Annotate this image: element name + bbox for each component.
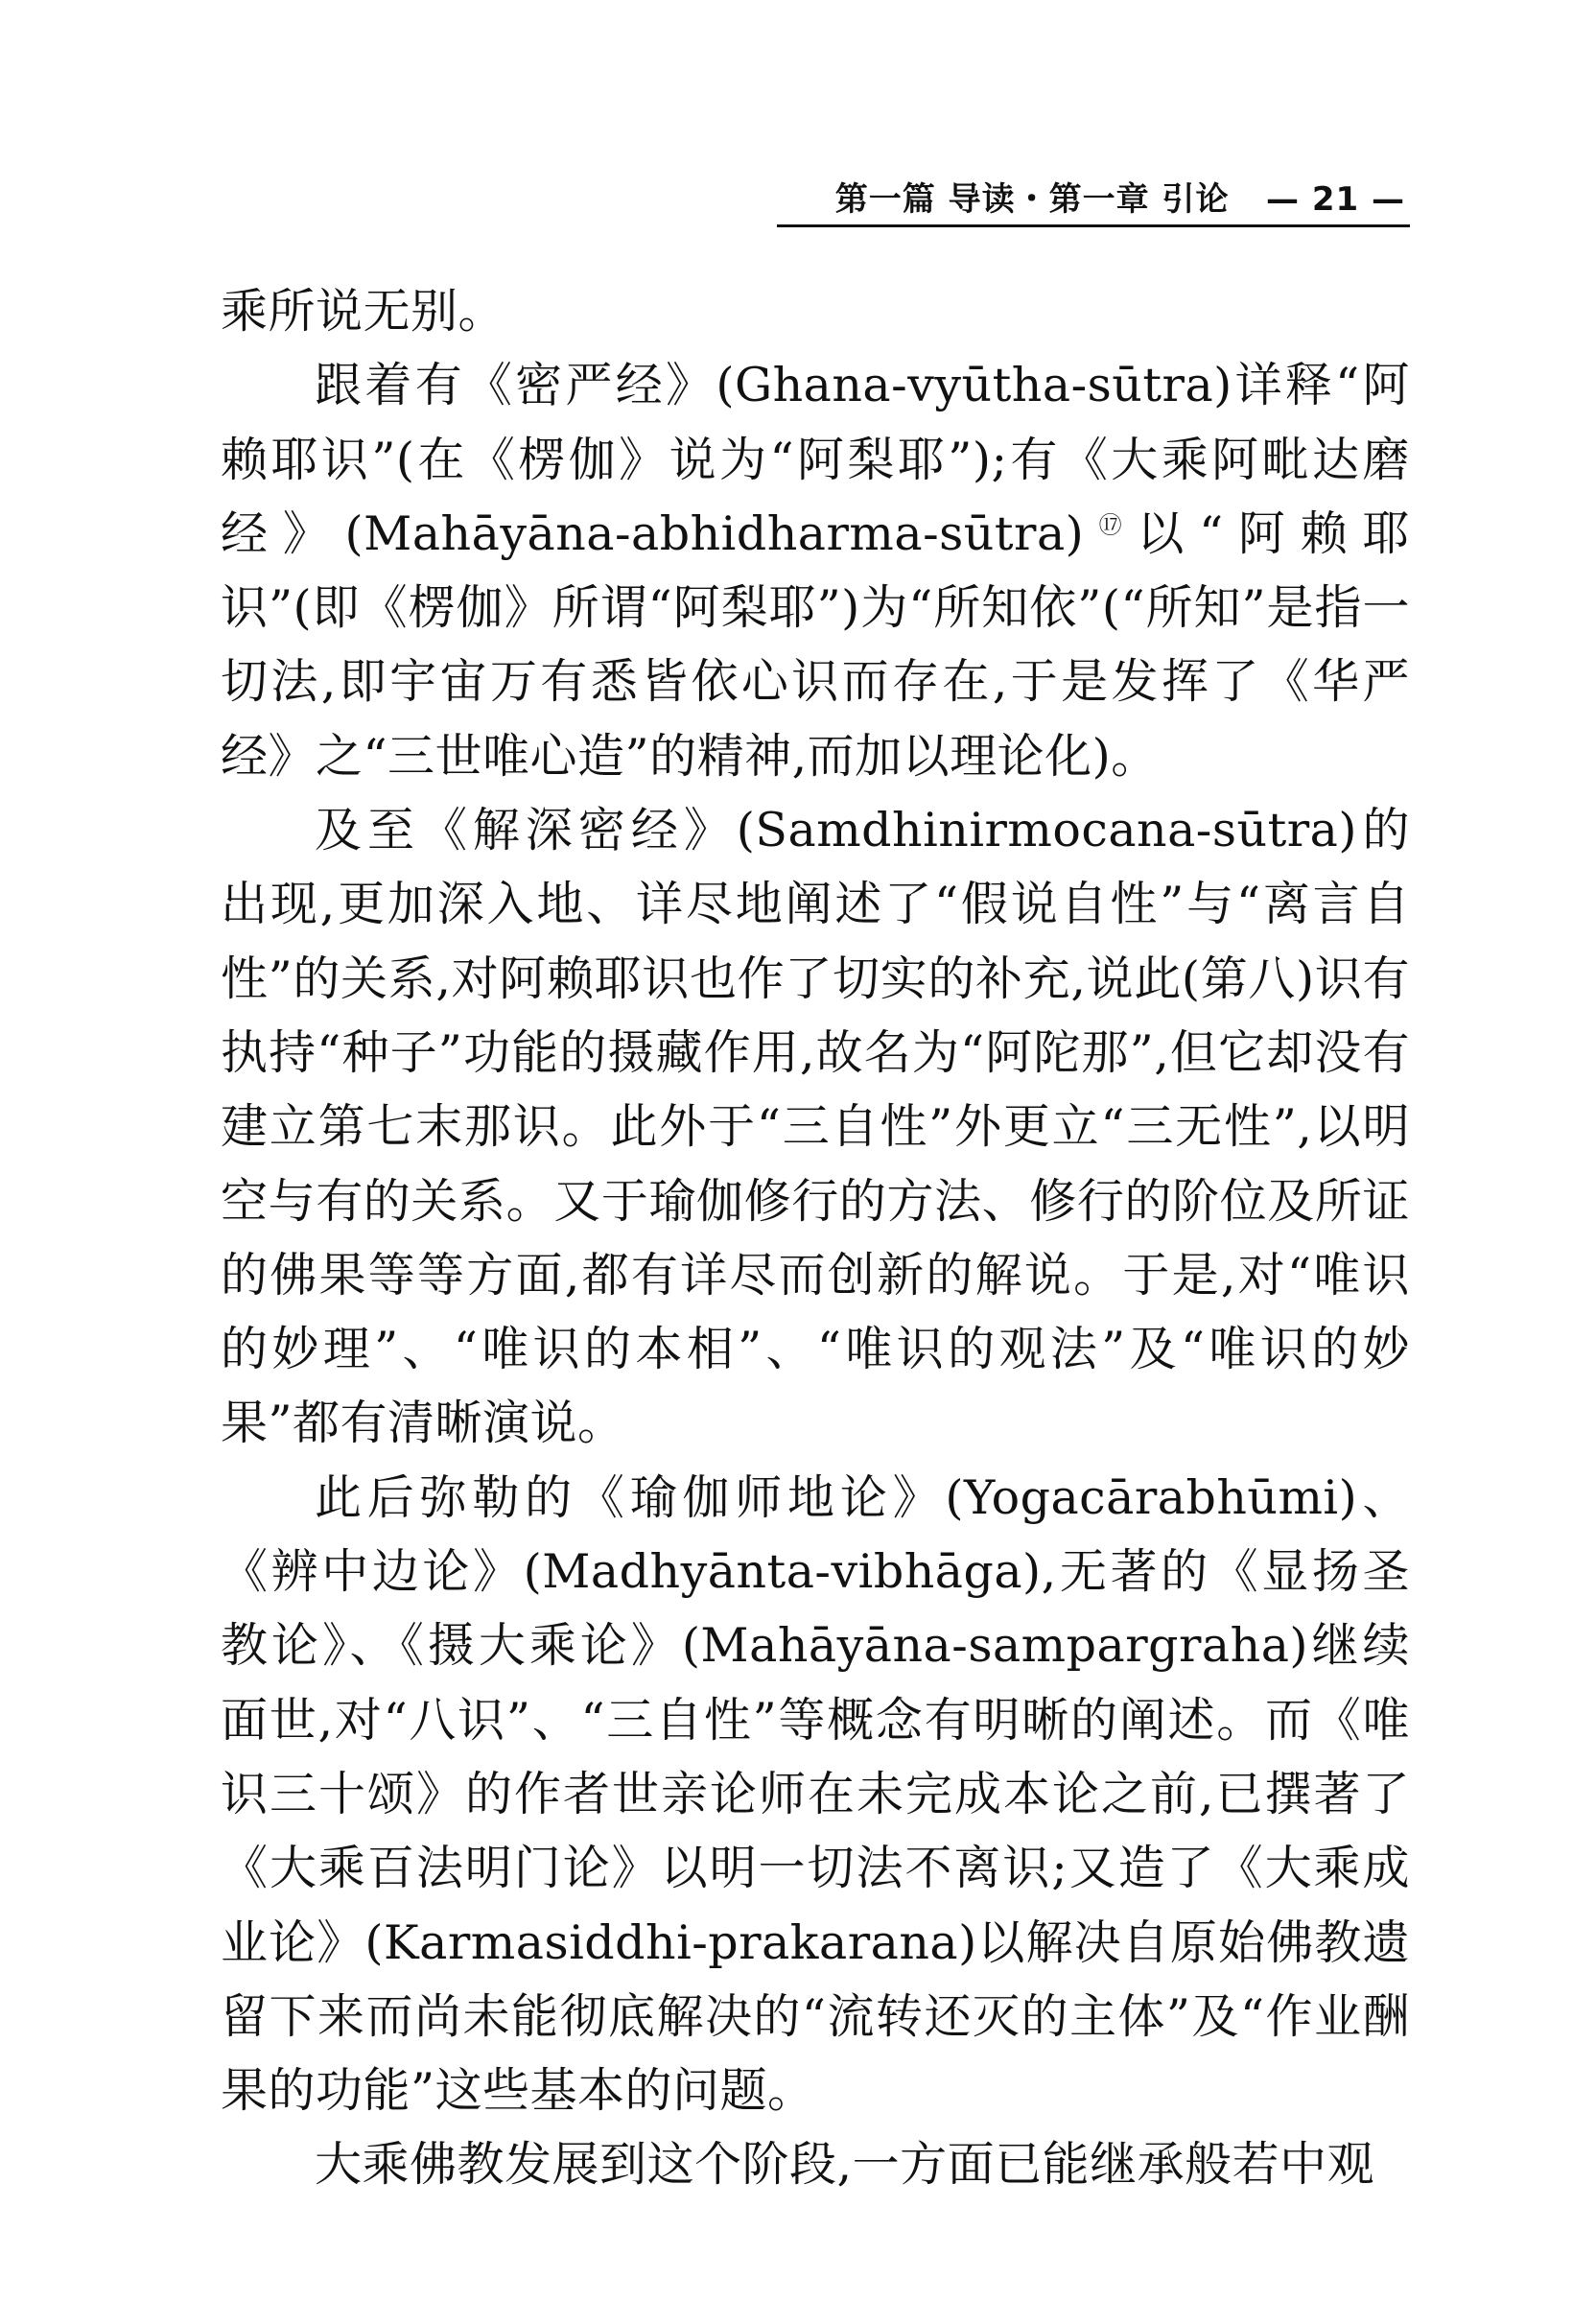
paragraph-yogacarabhumi: 此后弥勒的《瑜伽师地论》(Yogacārabhūmi)、《辨中边论》(Madhyānta-vibhāga),无著的《显扬圣教论》、《摄大乘论》(Mahāyāna-sampargraha)继续面世,对“八识”、“三自性”等概念有明晰的阐述。而《唯识三十颂》的作者世亲论师在未完成本论之前,已撰著了《大乘百法明门论》以明一切法不离识;又造了《大乘成业论》(Karmasiddhi-prakarana)以解决自原始佛教遗留下来而尚未能彻底解决的“流转还灭的主体”及“作业酬果的功能”这些基本的问题。 <box>221 1469 1410 2119</box>
paragraph-continued: 乘所说无别。 <box>221 284 506 339</box>
paragraph-ghana-sutra <box>221 348 1410 793</box>
chapter-title: 第一篇 导读・第一章 引论 <box>834 180 1230 219</box>
paragraph-text-part-a: 跟着有《密严经》(Ghana-vyūtha-sūtra)详释“阿赖耶识”(在《楞伽》说为“阿梨耶”);有《大乘阿毗达磨经》(Mahāyāna-abhidharma-sūtra) <box>221 358 1410 561</box>
footnote-marker: ⑰ <box>1084 511 1138 539</box>
body-text <box>221 274 1410 2202</box>
header-rule <box>777 224 1410 227</box>
running-header <box>791 175 1405 224</box>
page-number: — 21 — <box>1266 180 1405 219</box>
paragraph-samdhinirmocana: 及至《解深密经》(Samdhinirmocana-sūtra)的出现,更加深入地、详尽地阐述了“假说自性”与“离言自性”的关系,对阿赖耶识也作了切实的补充,说此(第八)识有执持“种子”功能的摄藏作用,故名为“阿陀那”,但它却没有建立第七末那识。此外于“三自性”外更立“三无性”,以明空与有的关系。又于瑜伽修行的方法、修行的阶位及所证的佛果等等方面,都有详尽而创新的解说。于是,对“唯识的妙理”、“唯识的本相”、“唯识的观法”及“唯识的妙果”都有清晰演说。 <box>221 803 1410 1451</box>
paragraph-mahayana-stage: 大乘佛教发展到这个阶段,一方面已能继承般若中观 <box>315 2137 1375 2193</box>
paragraph-text-part-b: 以“阿赖耶识”(即《楞伽》所谓“阿梨耶”)为“所知依”(“所知”是指一切法,即宇宙万有悉皆依心识而存在,于是发挥了《华严经》之“三世唯心造”的精神,而加以理论化)。 <box>221 505 1410 784</box>
